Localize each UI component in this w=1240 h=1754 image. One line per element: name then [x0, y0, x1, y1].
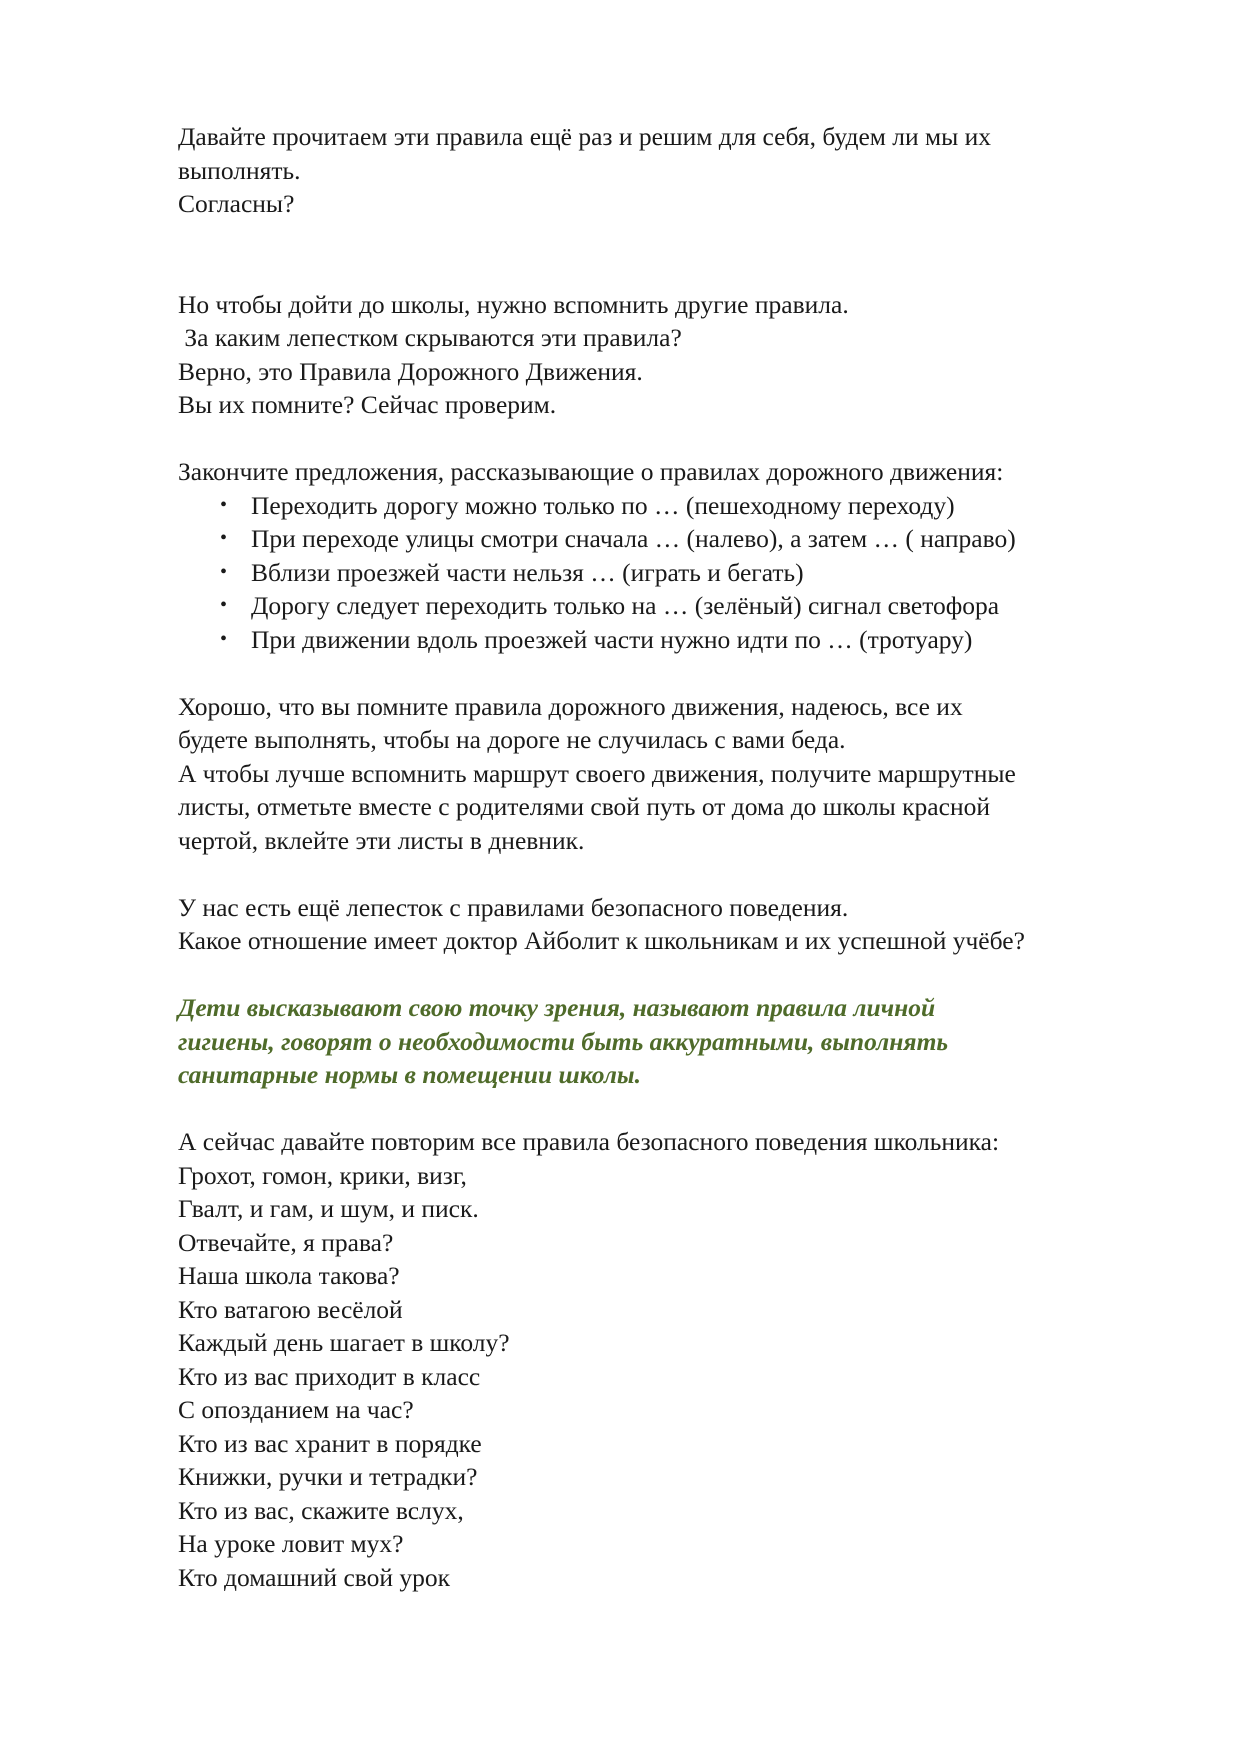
spacer: [178, 422, 1178, 456]
spacer: [178, 221, 1178, 288]
document-page: [178, 120, 1178, 1594]
list-item: [178, 489, 1178, 523]
text-line: За каким лепестком скрываются эти правила?: [178, 323, 682, 352]
spacer: [178, 958, 1178, 992]
list-item-text: При переходе улицы смотри сначала … (налево), а затем … ( направо): [251, 524, 1016, 553]
text-line: Вы их помните? Сейчас проверим.: [178, 390, 557, 419]
children-note: [178, 991, 1178, 1092]
summary-paragraph: [178, 690, 1178, 858]
poem-line: Наша школа такова?: [178, 1261, 400, 1290]
text-line: Дети высказывают свою точку зрения, называют правила личной: [178, 993, 936, 1022]
list-item-text: Переходить дорогу можно только по … (пешеходному переходу): [251, 490, 955, 520]
poem-line: Гвалт, и гам, и шум, и писк.: [178, 1194, 479, 1223]
text-line: Какое отношение имеет доктор Айболит к школьникам и их успешной учёбе?: [178, 926, 1025, 955]
pdd-intro-paragraph: [178, 288, 1178, 422]
task-heading: Закончите предложения, рассказывающие о правилах дорожного движения:: [178, 457, 1004, 486]
poem-line: Кто из вас хранит в порядке: [178, 1428, 482, 1458]
text-line: Давайте прочитаем эти правила ещё раз и решим для себя, будем ли мы их: [178, 122, 992, 151]
safety-paragraph: [178, 891, 1178, 958]
text-line: выполнять.: [178, 155, 301, 185]
text-line: Но чтобы дойти до школы, нужно вспомнить другие правила.: [178, 289, 849, 319]
spacer: [178, 656, 1178, 690]
text-line: будете выполнять, чтобы на дороге не случилась с вами беда.: [178, 725, 846, 754]
text-line: А чтобы лучше вспомнить маршрут своего движения, получите маршрутные: [178, 758, 1016, 788]
text-line: чертой, вклейте эти листы в дневник.: [178, 825, 585, 855]
poem-line: Отвечайте, я права?: [178, 1227, 394, 1257]
list-item: [178, 556, 1178, 590]
list-item: [178, 522, 1178, 556]
poem-line: Каждый день шагает в школу?: [178, 1328, 510, 1357]
poem-line: Кто из вас приходит в класс: [178, 1361, 481, 1391]
text-line: гигиены, говорят о необходимости быть аккуратными, выполнять: [178, 1026, 949, 1056]
list-item: [178, 589, 1178, 623]
poem-line: На уроке ловит мух?: [178, 1529, 404, 1558]
poem-line: Кто из вас, скажите вслух,: [178, 1495, 464, 1525]
list-item-text: Вблизи проезжей части нельзя … (играть и бегать): [251, 557, 804, 587]
poem-section: [178, 1125, 1178, 1594]
bullet-icon: •: [220, 594, 228, 616]
list-item-text: Дорогу следует переходить только на … (зелёный) сигнал светофора: [251, 591, 1000, 620]
bullet-icon: •: [220, 560, 228, 583]
spacer: [178, 857, 1178, 891]
list-item: [178, 623, 1178, 657]
bullet-icon: •: [220, 627, 228, 650]
poem-line: Кто домашний свой урок: [178, 1562, 451, 1592]
task-section: [178, 455, 1178, 656]
text-line: санитарные нормы в помещении школы.: [178, 1060, 641, 1089]
text-line: Верно, это Правила Дорожного Движения.: [178, 356, 643, 386]
poem-intro: А сейчас давайте повторим все правила безопасного поведения школьника:: [178, 1127, 1000, 1156]
text-line: Хорошо, что вы помните правила дорожного движения, надеюсь, все их: [178, 691, 963, 721]
poem-line: Книжки, ручки и тетрадки?: [178, 1462, 478, 1491]
text-line: листы, отметьте вместе с родителями свой путь от дома до школы красной: [178, 792, 990, 821]
poem-line: Грохот, гомон, крики, визг,: [178, 1160, 467, 1190]
poem-line: С опозданием на час?: [178, 1395, 414, 1424]
spacer: [178, 1092, 1178, 1126]
text-line: У нас есть ещё лепесток с правилами безопасного поведения.: [178, 892, 849, 922]
bullet-icon: •: [220, 527, 228, 549]
text-line: Согласны?: [178, 189, 295, 218]
bullet-icon: •: [220, 493, 228, 516]
intro-paragraph: [178, 120, 1178, 221]
list-item-text: При движении вдоль проезжей части нужно идти по … (тротуару): [251, 624, 973, 654]
poem-line: Кто ватагою весёлой: [178, 1294, 403, 1324]
rules-list: [178, 489, 1178, 657]
